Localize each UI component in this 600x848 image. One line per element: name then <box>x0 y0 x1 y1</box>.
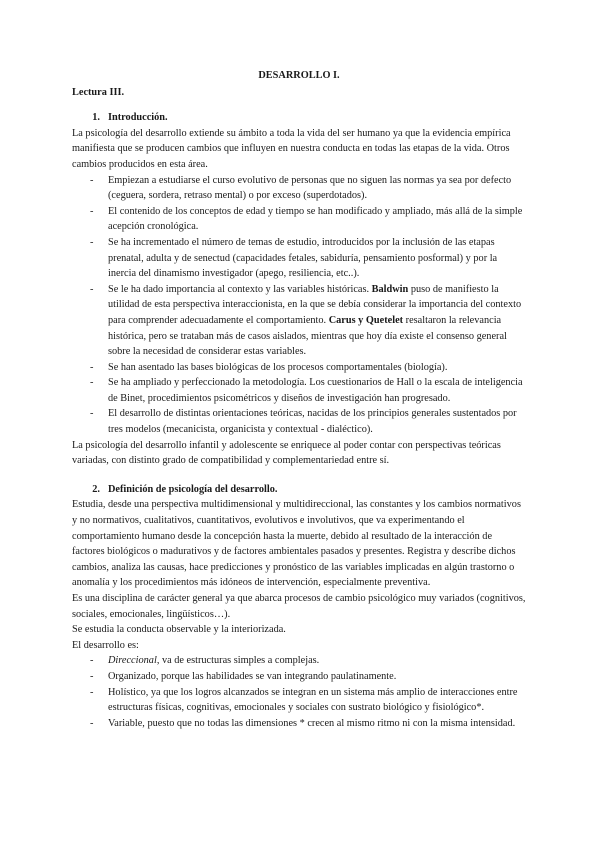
section-1-number: 1. <box>92 112 100 124</box>
section-2-heading <box>72 482 526 498</box>
dash-bullet: - <box>90 205 94 217</box>
dash-bullet: - <box>90 236 94 248</box>
list-item: - El contenido de los conceptos de edad y tiempo se han modificado y ampliado, más allá de la simple acepción cronológica. <box>90 205 523 233</box>
lectura-label: Lectura III. <box>72 86 125 98</box>
list-item: - Variable, puesto que no todas las dimensiones * crecen al mismo ritmo ni con la misma intensidad. <box>72 716 526 732</box>
document-title: DESARROLLO I. <box>258 70 340 81</box>
author-baldwin: Baldwin <box>371 283 409 295</box>
list-item: - Empiezan a estudiarse el curso evolutivo de personas que no siguen las normas ya sea por defecto (ceguera, sordera, retraso mental) o por exceso (superdotados). <box>90 174 512 202</box>
list-item: - Se ha ampliado y perfeccionado la metodología. Los cuestionarios de Hall o la escala de inteligencia de Binet, procedimientos psicométricos y diseños de investigación han progresado. <box>90 377 523 404</box>
section-1-heading <box>72 110 526 126</box>
section-1-intro: La psicología del desarrollo extiende su ámbito a toda la vida del ser humano ya que la evidencia empírica manifiesta que se producen cambios que influyen en nuestra conducta en todas las etapas de la vida. Otros cambios producidos en esta área. <box>72 127 511 170</box>
list-item: - Organizado, porque las habilidades se van integrando paulatinamente. <box>72 669 526 685</box>
section-1-title: Introducción. <box>108 112 168 124</box>
section-2-number: 2. <box>92 483 100 495</box>
dash-bullet: - <box>90 361 94 373</box>
section-2-list <box>72 653 526 731</box>
section-2-paragraph-2: Es una disciplina de carácter general ya que abarca procesos de cambio psicológico muy variados (cognitivos, sociales, emocionales, lingüísticos…). <box>72 593 526 620</box>
section-1-closing: La psicología del desarrollo infantil y adolescente se enriquece al poder contar con perspectivas teóricas variadas, con distinto grado de compatibilidad y complementariedad entre sí. <box>72 439 501 467</box>
document-page <box>72 68 526 731</box>
author-carus-quetelet: Carus y Quetelet <box>328 314 404 326</box>
dash-bullet: - <box>90 283 94 295</box>
dash-bullet: - <box>90 377 94 389</box>
dash-bullet: - <box>90 717 94 729</box>
dash-bullet: - <box>90 670 94 682</box>
section-2-paragraph-4: El desarrollo es: <box>72 639 139 651</box>
dash-bullet: - <box>90 655 94 667</box>
dash-bullet: - <box>90 686 94 698</box>
dash-bullet: - <box>90 174 94 186</box>
list-item: - Se ha incrementado el número de temas de estudio, introducidos por la inclusión de las etapas prenatal, adulta y de senectud (capacidades fetales, sabiduría, pensamiento posformal) y por la inercia del dinamismo investigador (apego, resiliencia, etc..). <box>90 236 498 280</box>
list-item: - Holístico, ya que los logros alcanzados se integran en un sistema más amplio de interacciones entre estructuras físicas, cognitivas, emocionales y sociales con sustrato biológico y fisiológico*. <box>90 686 518 714</box>
section-2-paragraph-1: Estudia, desde una perspectiva multidimensional y multidireccional, las constantes y los cambios normativos y no normativos, cualitativos, cuantitativos, evolutivos e involutivos, que va experimentando el comportamiento humano desde la concepción hasta la muerte, debido al resultado de la interacción de factores biológicos o madurativos y de factores ambientales pasados y presentes. Registra y describe dichos cambios, analiza las causas, hace predicciones y pronóstico de las variables implicadas en algún trastorno o anomalía y los procedimientos más idóneos de intervención, especialmente preventiva. <box>72 499 521 589</box>
list-item: - Se han asentado las bases biológicas de los procesos comportamentales (biología). <box>72 360 526 376</box>
list-item: - Direccional, va de estructuras simples a complejas. <box>72 653 526 669</box>
section-1-list <box>72 173 526 438</box>
dash-bullet: - <box>90 408 94 420</box>
section-2-paragraph-3: Se estudia la conducta observable y la interiorizada. <box>72 624 286 636</box>
section-2-title: Definición de psicología del desarrollo. <box>108 483 278 495</box>
list-item: - Se le ha dado importancia al contexto y las variables históricas. Baldwin puso de manifiesto la utilidad de esta perspectiva interaccionista, en la que se debía considerar la importancia del contexto para comprender adecuadamente el comportamiento. Carus y Quetelet resaltaron la relevancia histórica, pero se trataban más de casos aislados, mientras que hoy día existe el consenso general sobre la necesidad de considerar estas variables. <box>90 283 522 358</box>
list-item: - El desarrollo de distintas orientaciones teóricas, nacidas de los principios generales sustentados por tres modelos (mecanicista, organicista y contextual - dialéctico). <box>90 408 517 436</box>
